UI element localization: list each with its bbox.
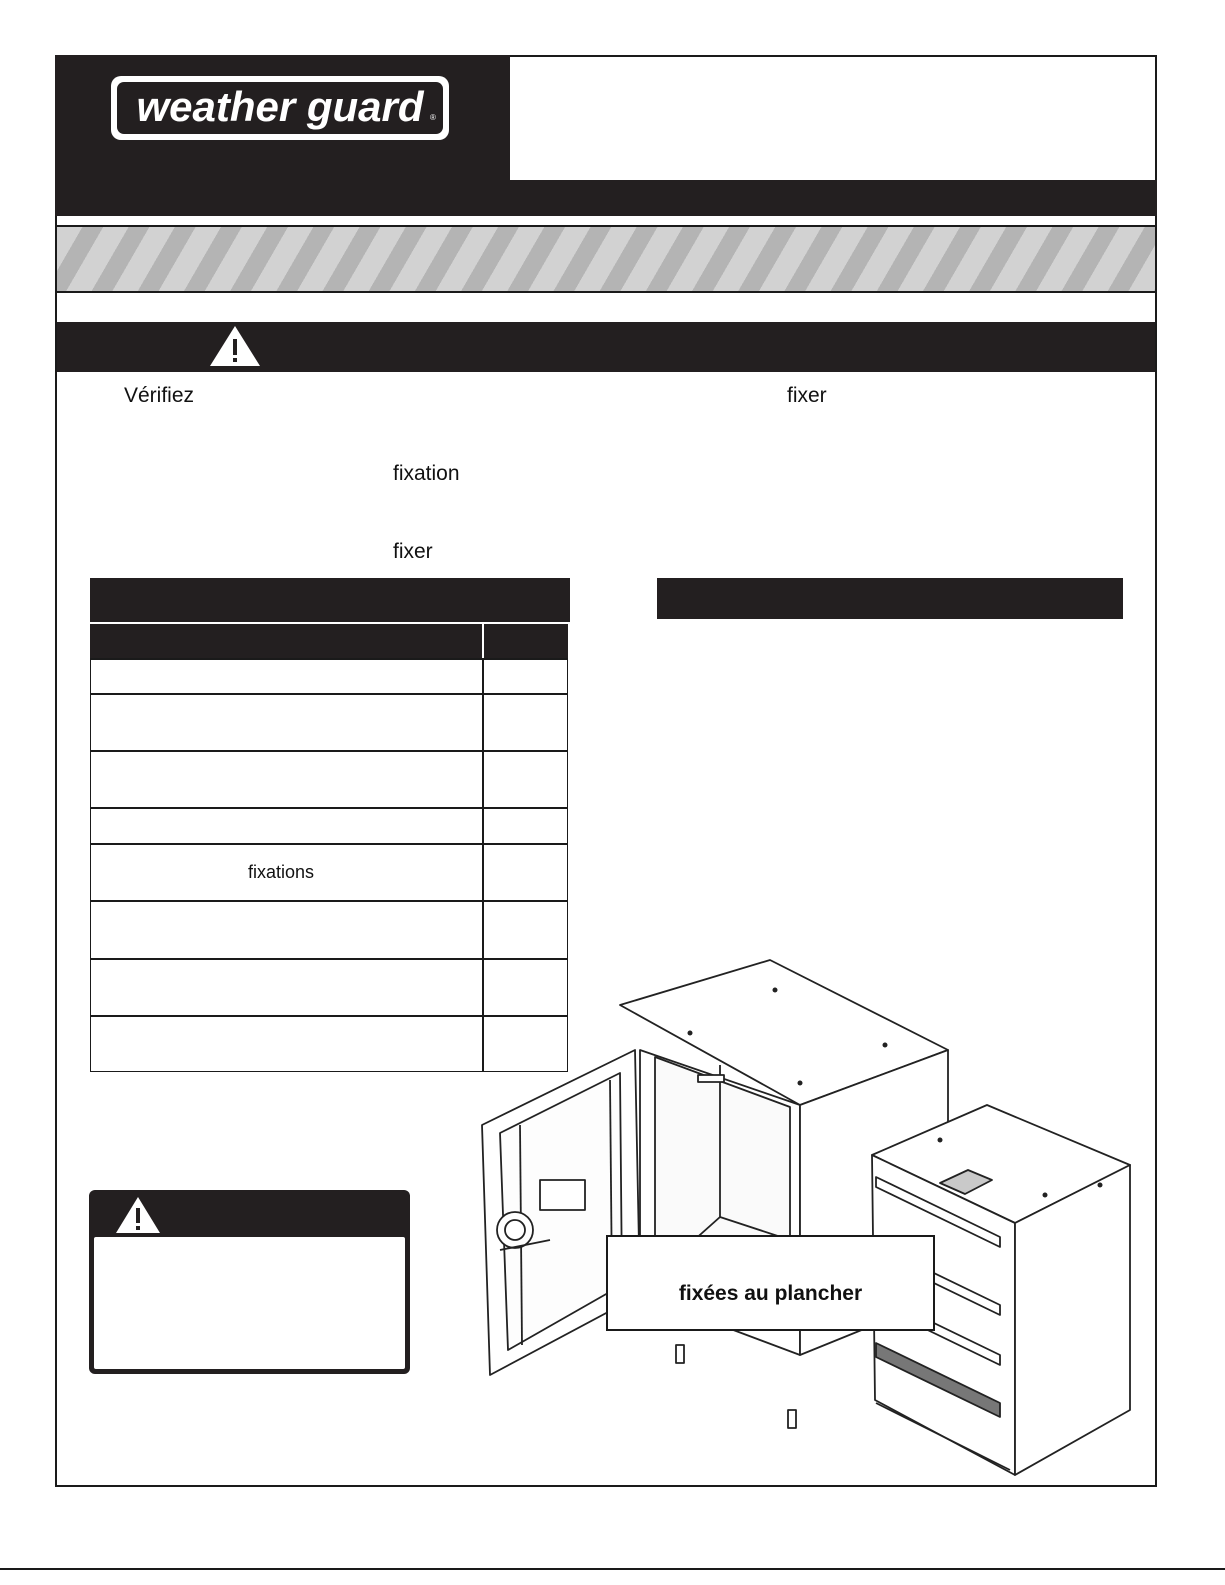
warning-triangle-icon — [208, 324, 262, 368]
table-row: fixations — [248, 862, 315, 882]
callout-text: fixées au plancher — [678, 1282, 863, 1305]
table-row-divider — [90, 658, 568, 660]
parts-table-title-bar — [90, 578, 570, 622]
parts-table-header-divider — [482, 624, 484, 658]
table-row-divider — [90, 750, 568, 752]
table-row-divider — [90, 843, 568, 845]
cabinet-illustration — [470, 955, 1140, 1480]
weather-guard-logo — [108, 72, 454, 144]
instruction-word-verifiez: Vérifiez — [124, 384, 195, 407]
instruction-word-fixer-2: fixer — [393, 540, 433, 563]
parts-table-header — [90, 624, 568, 658]
table-row-divider — [90, 900, 568, 902]
instruction-word-fixation: fixation — [393, 462, 460, 485]
caution-triangle-icon — [114, 1195, 162, 1235]
section-title-bar — [657, 578, 1123, 619]
logo-text: weather guard — [136, 83, 424, 130]
svg-text:®: ® — [430, 113, 436, 122]
instruction-word-fixer: fixer — [787, 384, 827, 407]
header-black-bar — [55, 180, 1157, 216]
table-row-divider — [90, 693, 568, 695]
bottom-rule — [0, 1568, 1225, 1570]
caution-box-body — [94, 1237, 405, 1369]
title-stripe-band — [57, 225, 1155, 293]
table-row-divider — [90, 807, 568, 809]
